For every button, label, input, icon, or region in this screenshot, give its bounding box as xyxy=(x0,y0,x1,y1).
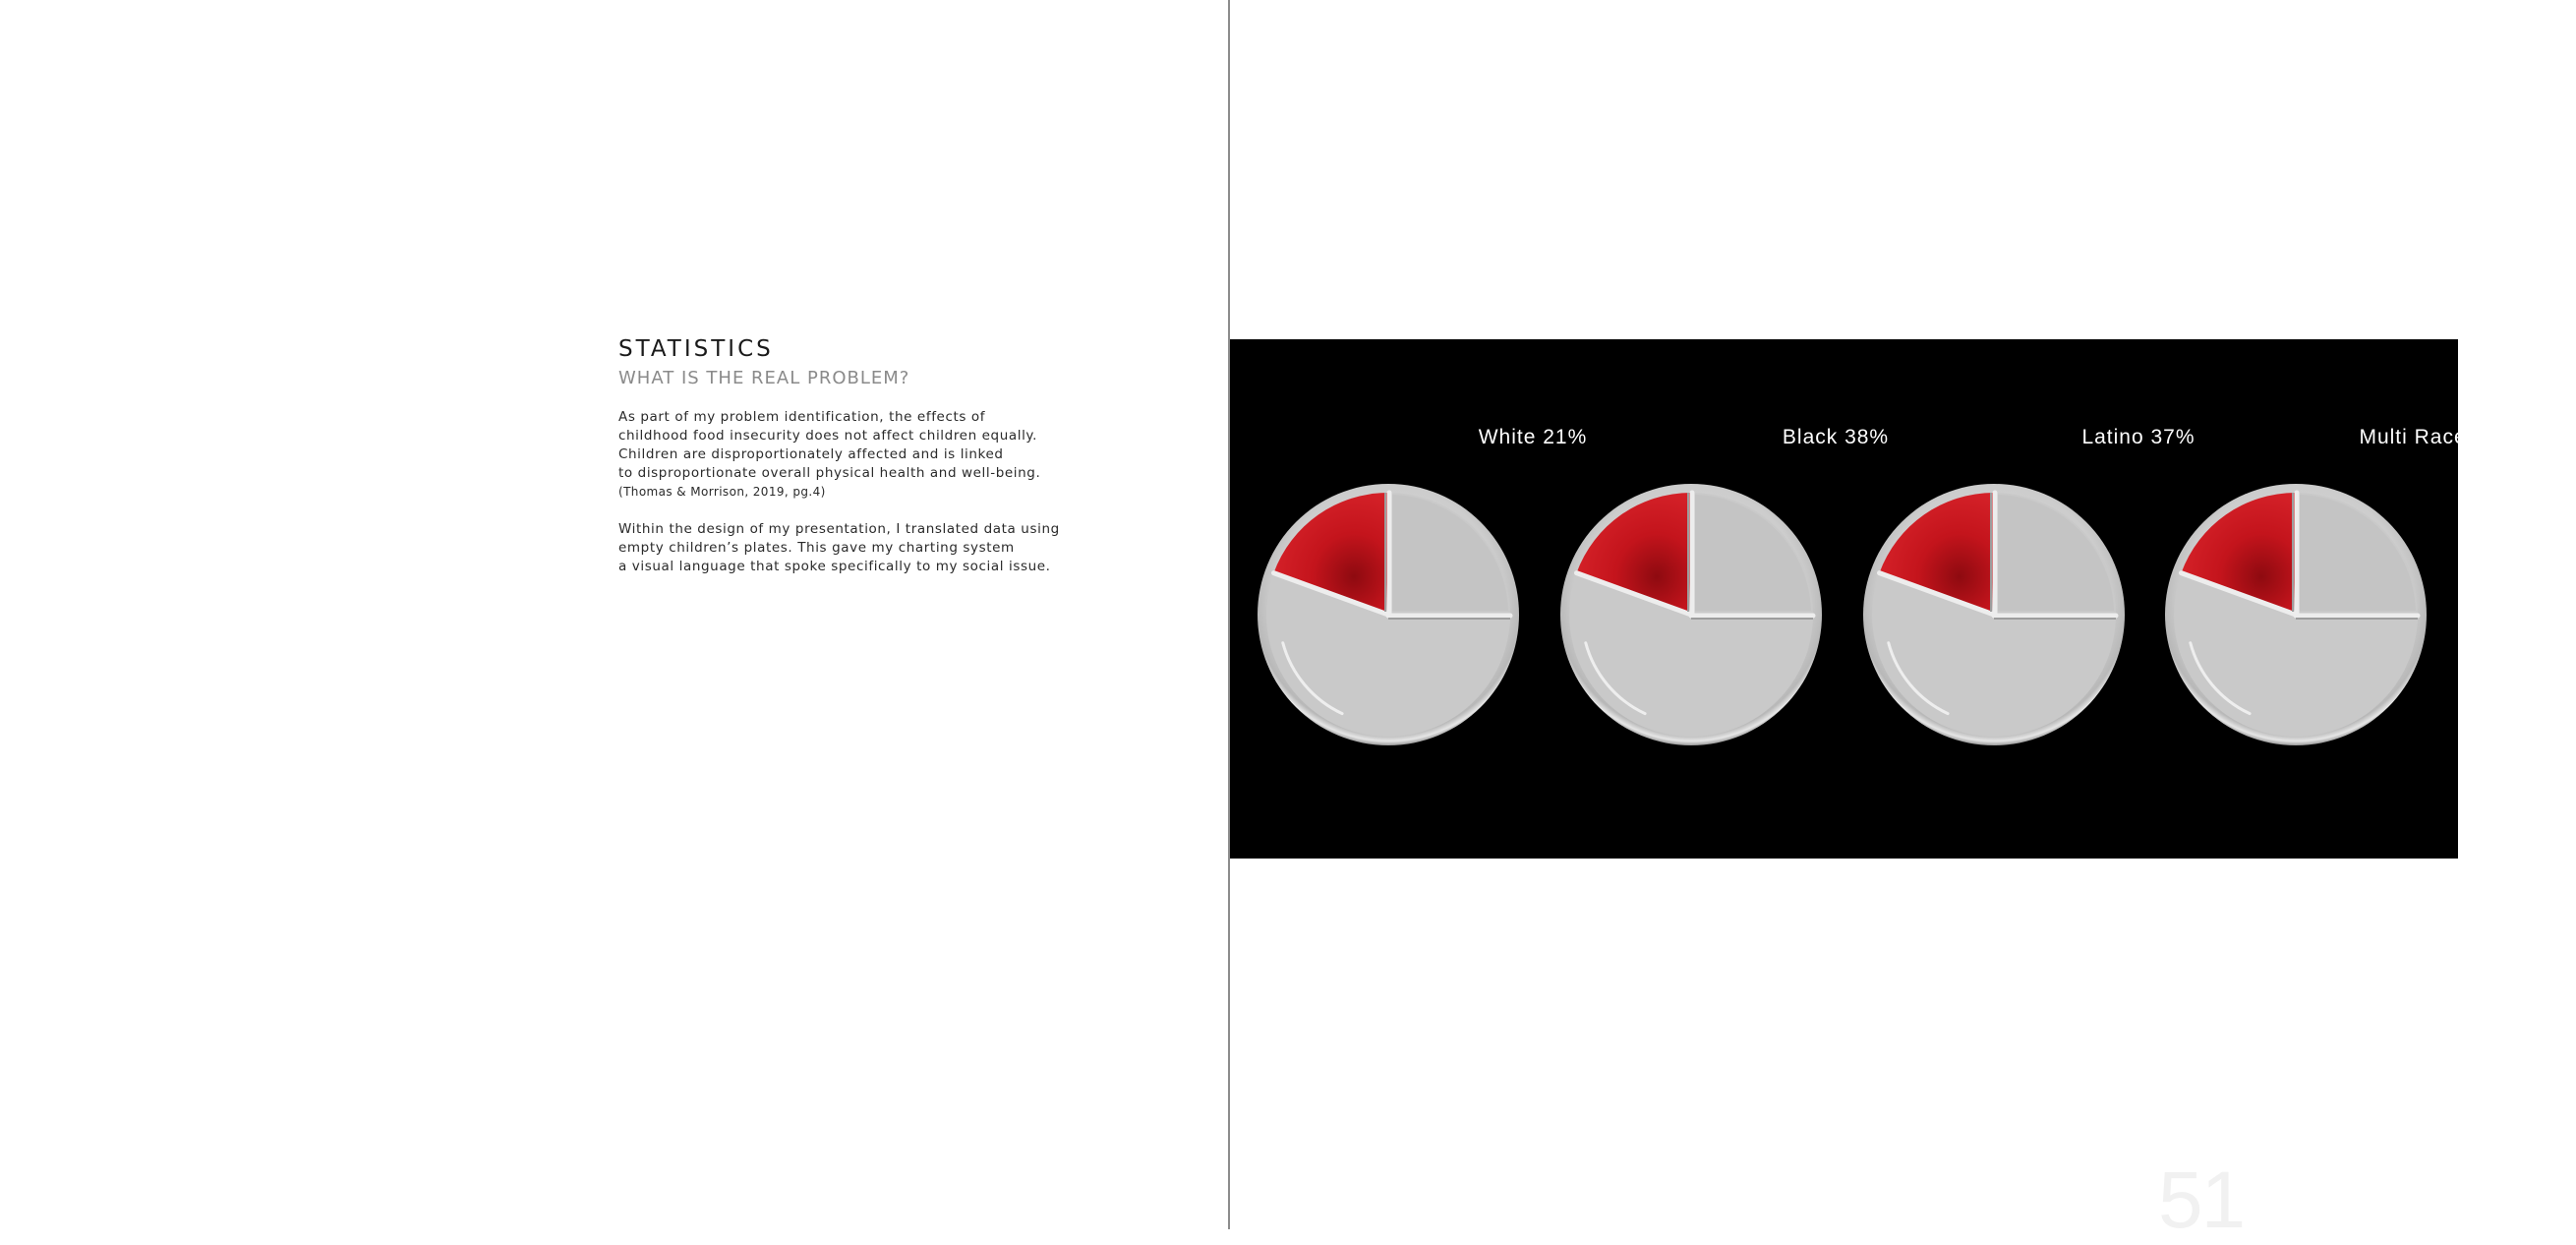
plate-label-white: White 21% xyxy=(1478,426,1588,448)
design-paragraph-line: empty children’s plates. This gave my charting system xyxy=(618,540,1015,556)
plate-multi-race xyxy=(2163,482,2429,747)
plate-compartment-upper-right xyxy=(1998,495,2114,611)
plate-compartment-upper-right xyxy=(1392,495,1508,611)
problem-paragraph-line: Children are disproportionately affected and is linked xyxy=(618,446,1004,462)
design-paragraph-line: a visual language that spoke specifically to my social issue. xyxy=(618,559,1051,574)
page-number: 51 xyxy=(2158,1156,2245,1245)
statistics-text-block xyxy=(618,335,1149,576)
plate-black xyxy=(1558,482,1824,747)
problem-paragraph-line: childhood food insecurity does not affect children equally. xyxy=(618,428,1037,444)
plate-label-latino: Latino 37% xyxy=(2081,426,2195,448)
plate-label-multi-race: Multi Race 31% xyxy=(2359,426,2518,448)
problem-paragraph-line: to disproportionate overall physical health and well-being. xyxy=(618,465,1041,481)
plate-compartment-upper-right xyxy=(1695,495,1811,611)
plate-chart-band xyxy=(1230,339,2518,859)
problem-paragraph xyxy=(618,408,1149,502)
plate-compartment-upper-right xyxy=(2300,495,2416,611)
problem-paragraph-line: As part of my problem identification, the effects of xyxy=(618,409,986,425)
design-paragraph xyxy=(618,520,1149,576)
plate-label-black: Black 38% xyxy=(1782,426,1890,448)
plate-white xyxy=(1256,482,1521,747)
plate-latino xyxy=(1861,482,2127,747)
left-page xyxy=(0,0,1229,1229)
citation: (Thomas & Morrison, 2019, pg.4) xyxy=(618,485,826,499)
page-title: STATISTICS xyxy=(618,336,774,362)
page-subtitle: WHAT IS THE REAL PROBLEM? xyxy=(618,368,910,388)
design-paragraph-line: Within the design of my presentation, I translated data using xyxy=(618,521,1060,537)
